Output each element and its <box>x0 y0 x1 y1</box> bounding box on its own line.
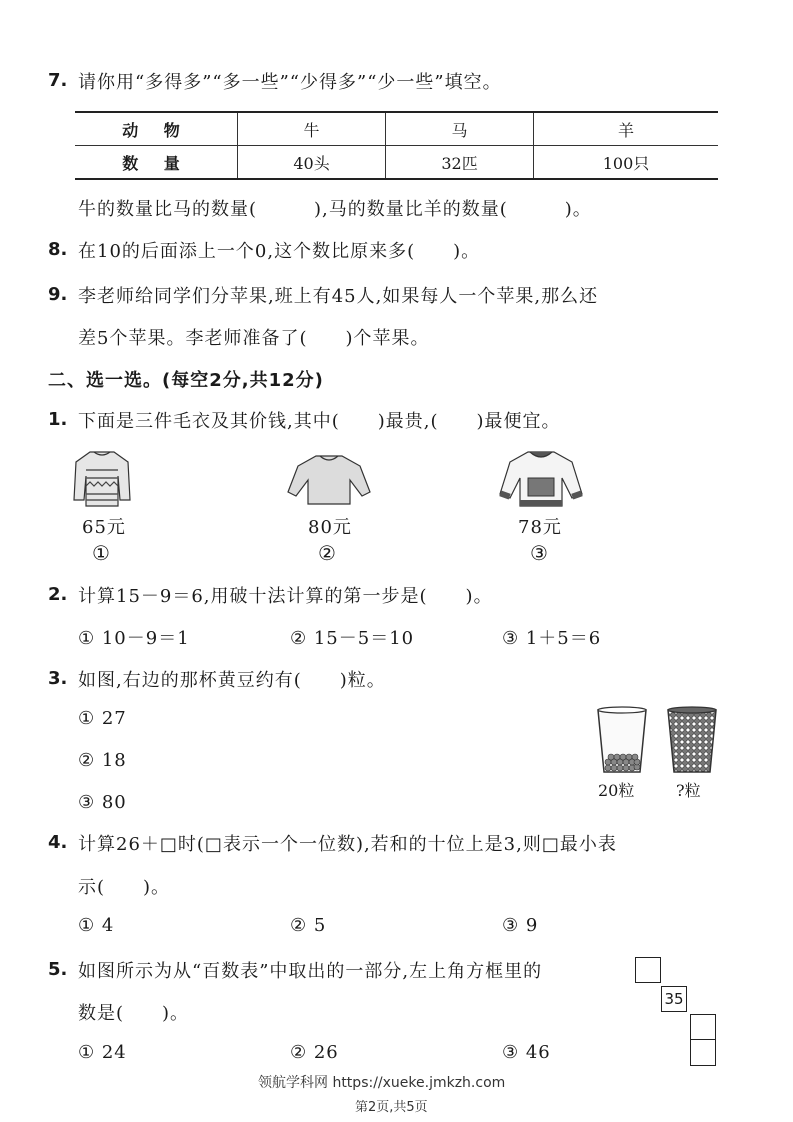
question-text: 计算15－9＝6,用破十法计算的第一步是( )。 <box>78 586 493 607</box>
price-label: 65元 <box>82 517 126 538</box>
cup-full-beans-image <box>664 706 720 776</box>
table-cell: 100只 <box>534 146 718 180</box>
table-cell: 40头 <box>238 146 386 180</box>
question-number: 3. <box>48 668 68 689</box>
cup-label-left: 20粒 <box>598 781 635 800</box>
table-row <box>75 146 718 180</box>
question-text-line1: 如图所示为从“百数表”中取出的一部分,左上角方框里的 <box>78 961 543 982</box>
option-a: ① 24 <box>78 1042 127 1063</box>
question-text: 请你用“多得多”“多一些”“少得多”“少一些”填空。 <box>78 72 502 93</box>
question-text-line1: 计算26＋□时(□表示一个一位数),若和的十位上是3,则□最小表 <box>78 834 617 855</box>
grid-cell-value: 35 <box>661 986 687 1012</box>
grid-cell <box>690 1040 716 1066</box>
question-text-line1: 李老师给同学们分苹果,班上有45人,如果每人一个苹果,那么还 <box>78 286 599 307</box>
question-text: 下面是三件毛衣及其价钱,其中( )最贵,( )最便宜。 <box>78 411 561 432</box>
cup-label-right: ?粒 <box>676 781 701 800</box>
footer-watermark: 领航学科网 https://xueke.jmkzh.com <box>258 1075 506 1091</box>
sweater-plain-image <box>286 452 372 508</box>
section-title: 二、选一选。(每空2分,共12分) <box>48 370 324 391</box>
option-c: ③ 80 <box>78 792 127 813</box>
option-marker: ③ <box>530 541 549 565</box>
question-text: 在10的后面添上一个0,这个数比原来多( )。 <box>78 241 481 262</box>
price-label: 80元 <box>308 517 352 538</box>
table-cell: 牛 <box>238 112 386 146</box>
option-marker: ① <box>92 541 111 565</box>
option-a: ① 4 <box>78 915 115 936</box>
question-number: 7. <box>48 70 68 91</box>
table-cell: 羊 <box>534 112 718 146</box>
question-number: 5. <box>48 959 68 980</box>
option-a: ① 27 <box>78 708 127 729</box>
grid-cell-unknown <box>635 957 661 983</box>
table-cell: 马 <box>386 112 534 146</box>
question-number: 4. <box>48 832 68 853</box>
row-header-animal: 动 物 <box>75 112 238 146</box>
question-number: 2. <box>48 584 68 605</box>
table-cell: 32匹 <box>386 146 534 180</box>
price-label: 78元 <box>518 517 562 538</box>
question-number: 8. <box>48 239 68 260</box>
question-text-line2: 示( )。 <box>78 877 171 898</box>
grid-cell <box>690 1014 716 1040</box>
sweater-striped-image <box>72 448 132 510</box>
question-number: 9. <box>48 284 68 305</box>
sweater-pocket-image <box>498 448 584 510</box>
row-header-count: 数 量 <box>75 146 238 180</box>
option-b: ② 18 <box>78 750 127 771</box>
cup-few-beans-image <box>594 706 650 776</box>
animal-count-table <box>75 111 718 180</box>
option-marker: ② <box>318 541 337 565</box>
question-text: 如图,右边的那杯黄豆约有( )粒。 <box>78 670 386 691</box>
option-c: ③ 1＋5＝6 <box>502 628 602 649</box>
option-b: ② 5 <box>290 915 327 936</box>
answer-line: 牛的数量比马的数量( ),马的数量比羊的数量( )。 <box>78 199 592 220</box>
table-row <box>75 112 718 146</box>
question-number: 1. <box>48 409 68 430</box>
option-b: ② 15－5＝10 <box>290 628 415 649</box>
question-text-line2: 数是( )。 <box>78 1003 190 1024</box>
page-number: 第2页,共5页 <box>355 1100 428 1115</box>
question-text-line2: 差5个苹果。李老师准备了( )个苹果。 <box>78 328 430 349</box>
option-b: ② 26 <box>290 1042 339 1063</box>
option-c: ③ 46 <box>502 1042 551 1063</box>
option-c: ③ 9 <box>502 915 539 936</box>
option-a: ① 10－9＝1 <box>78 628 190 649</box>
